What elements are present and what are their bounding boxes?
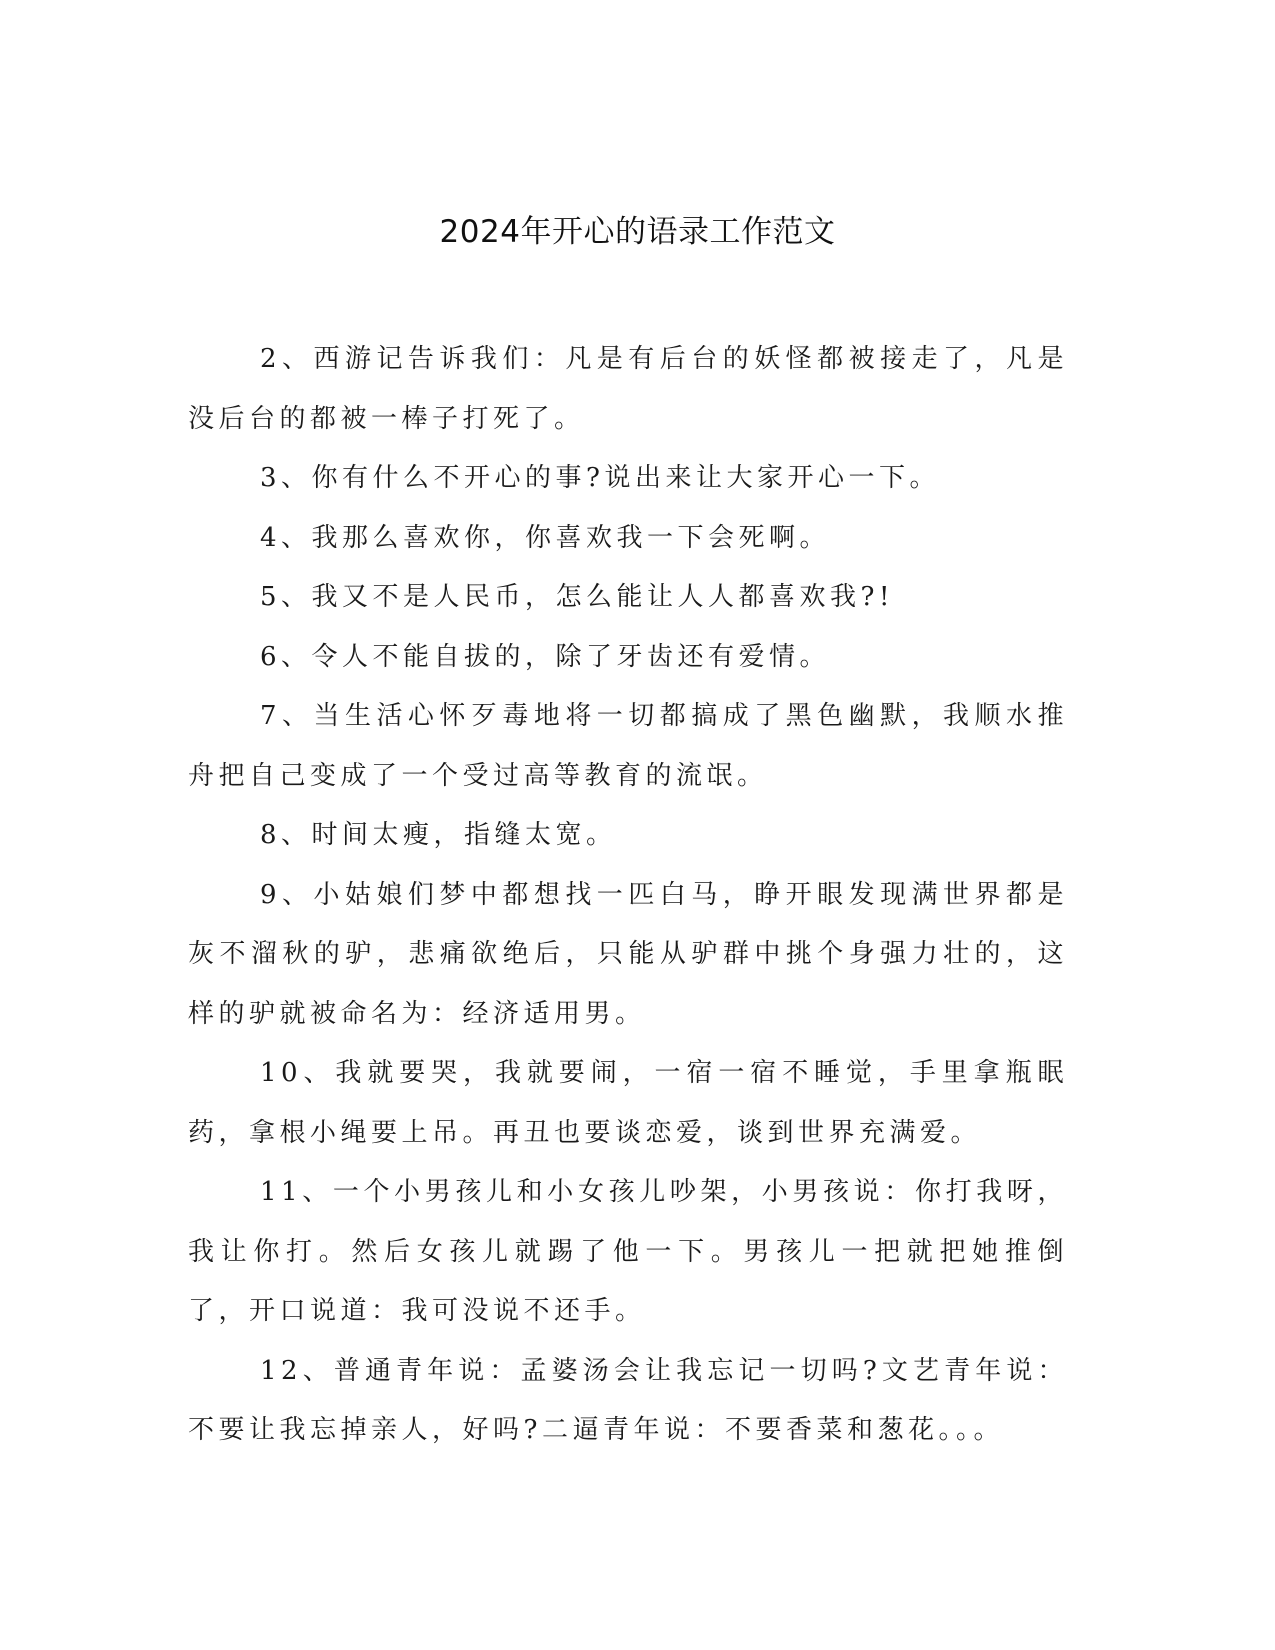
document-title: 2024年开心的语录工作范文 (439, 214, 836, 250)
quote-paragraph-2: 2、西游记告诉我们：凡是有后台的妖怪都被接走了，凡是没后台的都被一棒子打死了。 (188, 344, 1068, 434)
quote-paragraph-5: 5、我又不是人民币，怎么能让人人都喜欢我?! (260, 582, 894, 612)
quote-paragraph-12: 12、普通青年说：孟婆汤会让我忘记一切吗?文艺青年说：不要让我忘掉亲人，好吗?二逼青年说：不要香菜和葱花。。。 (188, 1355, 1068, 1445)
quote-paragraph-4: 4、我那么喜欢你，你喜欢我一下会死啊。 (260, 522, 831, 553)
quote-paragraph-8: 8、时间太瘦，指缝太宽。 (260, 820, 617, 850)
quote-paragraph-9: 9、小姑娘们梦中都想找一匹白马，睁开眼发现满世界都是灰不溜秋的驴，悲痛欲绝后，只能从驴群中挑个身强力壮的，这样的驴就被命名为：经济适用男。 (188, 879, 1068, 1029)
quote-paragraph-7: 7、当生活心怀歹毒地将一切都搞成了黑色幽默，我顺水推舟把自己变成了一个受过高等教育的流氓。 (188, 701, 1068, 791)
quote-paragraph-3: 3、你有什么不开心的事?说出来让大家开心一下。 (260, 463, 940, 493)
quote-paragraph-11: 11、一个小男孩儿和小女孩儿吵架，小男孩说：你打我呀，我让你打。然后女孩儿就踢了他一下。男孩儿一把就把她推倒了，开口说道：我可没说不还手。 (188, 1177, 1068, 1326)
quote-paragraph-6: 6、令人不能自拔的，除了牙齿还有爱情。 (260, 641, 831, 672)
quote-paragraph-10: 10、我就要哭，我就要闹，一宿一宿不睡觉，手里拿瓶眠药，拿根小绳要上吊。再丑也要谈恋爱，谈到世界充满爱。 (188, 1058, 1068, 1148)
document-body (188, 330, 1068, 1461)
